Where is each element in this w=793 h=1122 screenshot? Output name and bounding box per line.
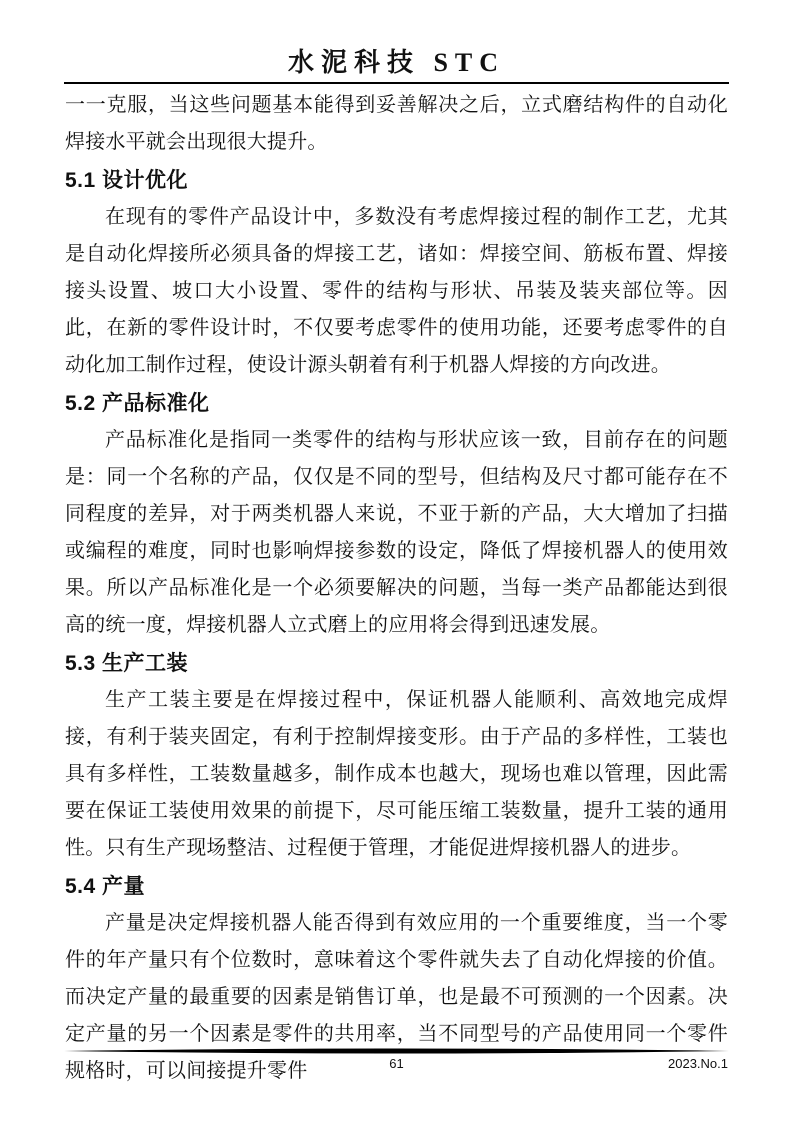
section-paragraph-5-4: 产量是决定焊接机器人能否得到有效应用的一个重要维度，当一个零件的年产量只有个位数时，意味着这个零件就失去了自动化焊接的价值。而决定产量的最重要的因素是销售订单，也是最不可预测的一个因素。决定产量的另一个因素是零件的共用率，当不同型号的产品使用同一个零件规格时，可以间接提升零件	[65, 912, 728, 1082]
journal-title: 水泥科技 STC	[287, 48, 506, 77]
section-heading-5-3: 5.3 生产工装	[65, 652, 189, 675]
header-rule	[64, 82, 729, 84]
section-paragraph-5-1: 在现有的零件产品设计中，多数没有考虑焊接过程的制作工艺，尤其是自动化焊接所必须具备的焊接工艺，诸如：焊接空间、筋板布置、焊接接头设置、坡口大小设置、零件的结构与形状、吊装及装夹部位等。因此，在新的零件设计时，不仅要考虑零件的使用功能，还要考虑零件的自动化加工制作过程，使设计源头朝着有利于机器人焊接的方向改进。	[65, 206, 728, 376]
section-heading-5-2: 5.2 产品标准化	[65, 392, 210, 415]
page-number: 61	[389, 1056, 404, 1071]
section-paragraph-5-2: 产品标准化是指同一类零件的结构与形状应该一致，目前存在的问题是：同一个名称的产品，仅仅是不同的型号，但结构及尺寸都可能存在不同程度的差异，对于两类机器人来说，不亚于新的产品，大大增加了扫描或编程的难度，同时也影响焊接参数的设定，降低了焊接机器人的使用效果。所以产品标准化是一个必须要解决的问题，当每一类产品都能达到很高的统一度，焊接机器人立式磨上的应用将会得到迅速发展。	[65, 429, 728, 636]
section-paragraph-5-3: 生产工装主要是在焊接过程中，保证机器人能顺利、高效地完成焊接，有利于装夹固定，有利于控制焊接变形。由于产品的多样性，工装也具有多样性，工装数量越多，制作成本也越大，现场也难以管理，因此需要在保证工装使用效果的前提下，尽可能压缩工装数量，提升工装的通用性。只有生产现场整洁、过程便于管理，才能促进焊接机器人的进步。	[65, 689, 728, 859]
footer-rule	[64, 1047, 729, 1055]
footer-row	[65, 1056, 728, 1076]
section-heading-5-4: 5.4 产量	[65, 875, 146, 898]
section-heading-5-1: 5.1 设计优化	[65, 169, 189, 192]
body-column	[65, 87, 728, 1090]
continuation-paragraph: 一一克服，当这些问题基本能得到妥善解决之后，立式磨结构件的自动化焊接水平就会出现很大提升。	[65, 94, 728, 153]
issue-number: 2023.No.1	[668, 1056, 728, 1071]
